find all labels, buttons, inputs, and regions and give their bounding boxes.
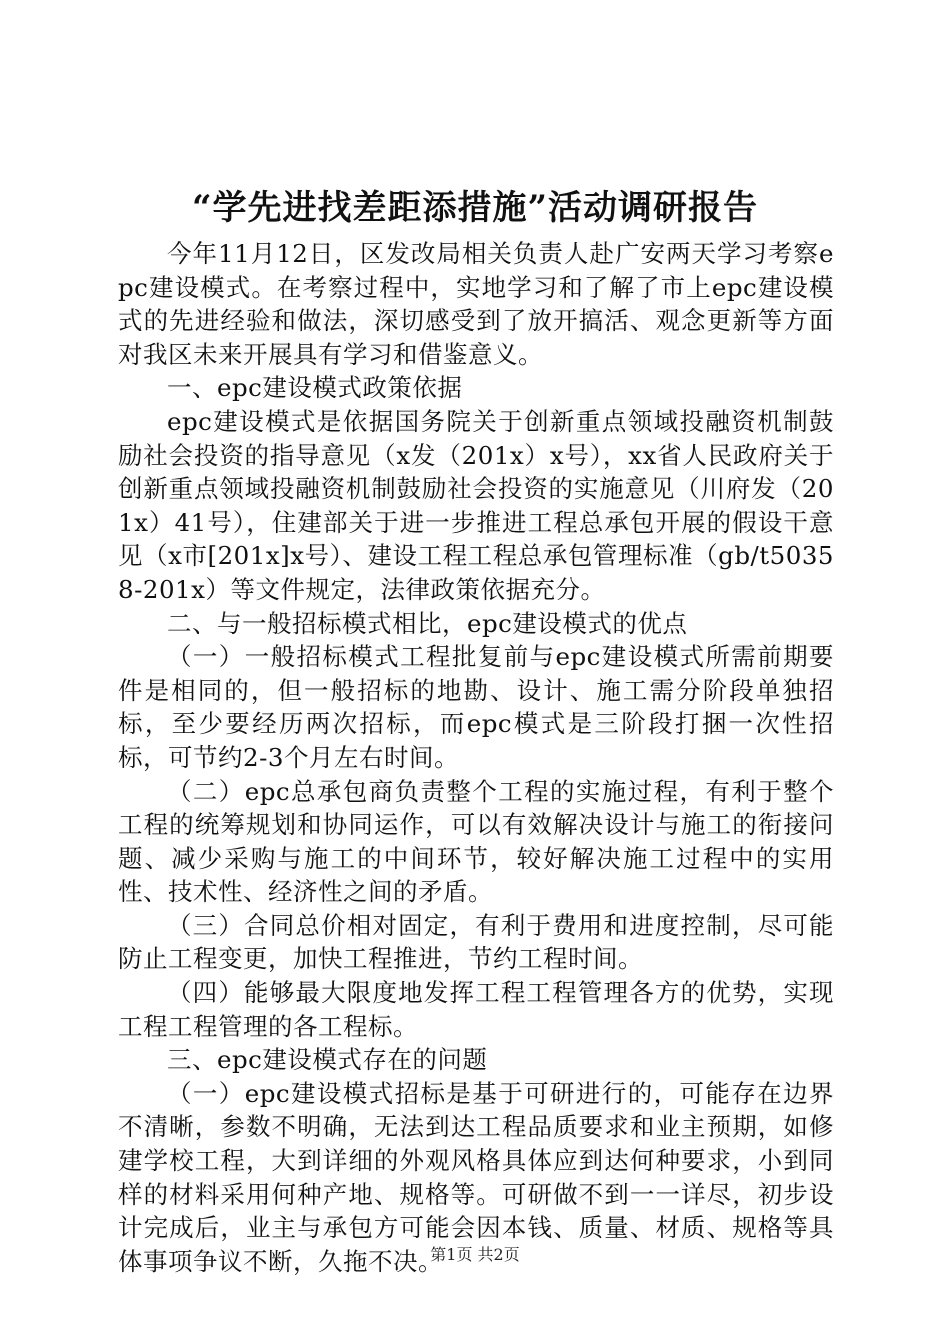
section-heading-1: 一、epc建设模式政策依据 [167,373,463,403]
paragraph-advantage-3: （三）合同总价相对固定，有利于费用和进度控制，尽可能防止工程变更，加快工程推进，节约工程时间。 [118,910,834,974]
document-body [118,237,834,1278]
section-heading-3: 三、epc建设模式存在的问题 [167,1045,488,1075]
page-number-footer: 第1页 共2页 [430,1245,520,1264]
paragraph-advantage-1: （一）一般招标模式工程批复前与epc建设模式所需前期要件是相同的，但一般招标的地勘、设计、施工需分阶段单独招标，至少要经历两次招标，而epc模式是三阶段打捆一次性招标，可节约2-3个月左右时间。 [118,642,834,772]
intro-paragraph: 今年11月12日，区发改局相关负责人赴广安两天学习考察epc建设模式。在考察过程中，实地学习和了解了市上epc建设模式的先进经验和做法，深切感受到了放开搞活、观念更新等方面对我区未来开展具有学习和借鉴意义。 [118,239,834,369]
paragraph-advantage-2: （二）epc总承包商负责整个工程的实施过程，有利于整个工程的统筹规划和协同运作，可以有效解决设计与施工的衔接问题、减少采购与施工的中间环节，较好解决施工过程中的实用性、技术性、经济性之间的矛盾。 [118,776,834,907]
section-heading-2: 二、与一般招标模式相比，epc建设模式的优点 [167,608,688,638]
paragraph-problem-1: （一）epc建设模式招标是基于可研进行的，可能存在边界不清晰，参数不明确，无法到达工程品质要求和业主预期，如修建学校工程，大到详细的外观风格具体应到达何种要求，小到同样的材料采用何种产地、规格等。可研做不到一一详尽，初步设计完成后，业主与承包方可能会因本钱、质量、材质、规格等具体事项争议不断，久拖不决。 [118,1078,834,1276]
document-title: “学先进找差距添措施”活动调研报告 [191,188,759,228]
paragraph-policy-basis: epc建设模式是依据国务院关于创新重点领域投融资机制鼓励社会投资的指导意见（x发（201x）x号），xx省人民政府关于创新重点领域投融资机制鼓励社会投资的实施意见（川府发（201x）41号），住建部关于进一步推进工程总承包开展的假设干意见（x市[201x]x号）、建设工程工程总承包管理标准（gb/t50358-201x）等文件规定，法律政策依据充分。 [118,406,834,604]
paragraph-advantage-4: （四）能够最大限度地发挥工程工程管理各方的优势，实现工程工程管理的各工程标。 [118,978,834,1041]
